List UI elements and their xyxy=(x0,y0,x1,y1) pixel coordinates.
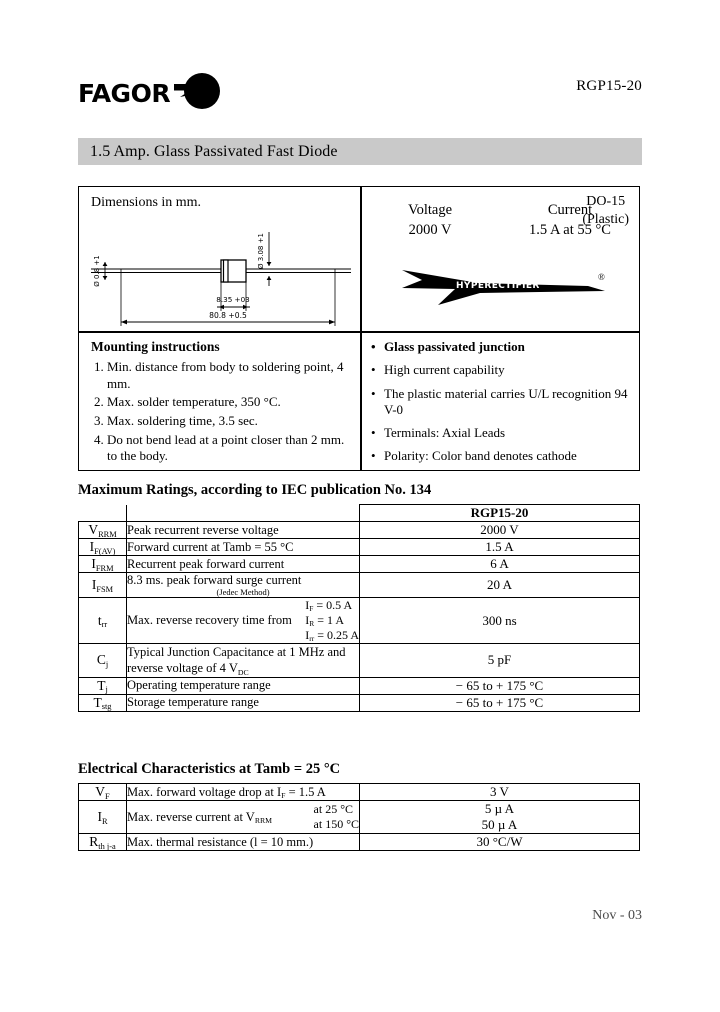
max-ratings-table xyxy=(78,504,640,712)
mounting-item: 1. Min. distance from body to soldering point, 4 mm. xyxy=(107,359,353,392)
symbol-subscript: FRM xyxy=(95,563,114,573)
table-row xyxy=(79,556,640,573)
table-row xyxy=(79,573,640,598)
description-subscript: RRM xyxy=(254,815,273,825)
description-subscript: DC xyxy=(237,667,249,677)
current-label: Current xyxy=(547,202,593,218)
row-value: 20 A xyxy=(360,573,640,598)
row-value: 30 °C/W xyxy=(360,834,640,851)
box-horizontal-divider-right xyxy=(360,331,640,333)
mounting-item: 2. Max. solder temperature, 350 °C. xyxy=(107,394,353,411)
fagor-wordmark: FAGOR xyxy=(78,78,171,108)
value-line: 50 µ A xyxy=(481,817,518,832)
table-row xyxy=(79,784,640,801)
description-post: = 1.5 A xyxy=(285,784,326,799)
row-symbol xyxy=(79,834,127,851)
symbol-subscript: FSM xyxy=(96,584,114,594)
header-spacer-desc xyxy=(127,505,360,522)
package-name: DO-15 xyxy=(586,194,626,209)
row-symbol xyxy=(79,784,127,801)
page-title: 1.5 Amp. Glass Passivated Fast Diode xyxy=(90,142,338,160)
row-value: 1.5 A xyxy=(360,539,640,556)
package-info-box xyxy=(78,186,640,471)
value-line: 5 µ A xyxy=(484,801,515,816)
row-description: Peak recurrent reverse voltage xyxy=(127,522,360,539)
voltage-value: 2000 V xyxy=(408,221,452,238)
symbol-subscript: RRM xyxy=(98,529,117,539)
voltage-label: Voltage xyxy=(407,202,453,218)
electrical-characteristics-table xyxy=(78,783,640,851)
symbol-subscript: rr xyxy=(101,620,108,630)
feature-item: • Glass passivated junction xyxy=(371,339,633,355)
table-row xyxy=(79,834,640,851)
symbol-base: R xyxy=(89,834,99,849)
feature-item: • High current capability xyxy=(371,362,633,378)
feature-item: • Polarity: Color band denotes cathode xyxy=(371,448,633,464)
symbol-subscript: F xyxy=(105,791,110,801)
cond-rest: = 1 A xyxy=(314,613,344,627)
svg-text:Ø 0.8 +1: Ø 0.8 +1 xyxy=(93,255,101,287)
svg-text:Ø 3.08 +1: Ø 3.08 +1 xyxy=(257,233,265,269)
mounting-heading: Mounting instructions xyxy=(91,339,220,354)
row-value: 300 ns xyxy=(360,598,640,644)
symbol-base: C xyxy=(96,652,106,668)
package-material: (Plastic) xyxy=(582,211,629,227)
fagor-logo xyxy=(78,72,220,114)
mounting-item: 4. Do not bend lead at a point closer than 2 mm. to the body. xyxy=(107,432,353,465)
symbol-base: I xyxy=(97,809,102,824)
table-row xyxy=(79,598,640,644)
cond-base: I xyxy=(305,628,310,642)
table-header-row xyxy=(79,505,640,522)
current-summary xyxy=(500,201,640,240)
row-symbol xyxy=(79,556,127,573)
row-value: 2000 V xyxy=(360,522,640,539)
mounting-instructions xyxy=(91,339,353,467)
row-symbol xyxy=(79,539,127,556)
condition-line: at 25 °C xyxy=(313,802,353,816)
fagor-logo-mark xyxy=(174,72,220,114)
row-value: 3 V xyxy=(360,784,640,801)
table-row xyxy=(79,522,640,539)
row-symbol xyxy=(79,598,127,644)
max-ratings-caption: Maximum Ratings, according to IEC publication No. 134 xyxy=(78,482,432,498)
cond-rest: = 0.25 A xyxy=(314,628,359,642)
condition-line xyxy=(305,613,359,628)
description-subscript: F xyxy=(281,790,286,800)
row-description xyxy=(127,801,360,834)
symbol-subscript: F(AV) xyxy=(94,546,116,556)
svg-text:80.8 +0.5: 80.8 +0.5 xyxy=(209,311,247,320)
column-header-part: RGP15-20 xyxy=(360,505,640,522)
test-conditions xyxy=(299,598,359,643)
condition-line: at 150 °C xyxy=(313,817,359,831)
mounting-list xyxy=(91,359,353,465)
table-row xyxy=(79,801,640,834)
row-symbol xyxy=(79,522,127,539)
table-row xyxy=(79,677,640,694)
test-conditions xyxy=(308,802,359,832)
cond-sub: F xyxy=(309,604,314,614)
symbol-subscript: R xyxy=(101,816,108,826)
current-value: 1.5 A at 55 °C xyxy=(529,221,611,238)
row-description: Forward current at Tamb = 55 °C xyxy=(127,539,360,556)
symbol-subscript: stg xyxy=(101,702,112,712)
mounting-item: 3. Max. soldering time, 3.5 sec. xyxy=(107,413,353,430)
row-value: − 65 to + 175 °C xyxy=(360,677,640,694)
symbol-subscript: j xyxy=(105,685,108,695)
cond-sub: R xyxy=(309,619,315,629)
description-text xyxy=(127,810,308,825)
document-title-band xyxy=(78,138,642,165)
part-number: RGP15-20 xyxy=(576,78,642,94)
header-spacer-symbol xyxy=(79,505,127,522)
row-description xyxy=(127,573,360,598)
registered-trademark-icon: ® xyxy=(598,272,605,282)
description-subnote: (Jedec Method) xyxy=(216,587,270,597)
symbol-base: t xyxy=(97,612,102,628)
table-row xyxy=(79,539,640,556)
symbol-subscript: j xyxy=(105,659,109,669)
symbol-subscript: th j-a xyxy=(98,841,116,851)
description-pre: Max. reverse current at V xyxy=(127,809,255,824)
symbol-base: T xyxy=(93,694,102,710)
voltage-summary xyxy=(360,201,500,240)
row-symbol xyxy=(79,677,127,694)
cond-base: I xyxy=(305,598,310,612)
features-list xyxy=(371,339,633,472)
table-row xyxy=(79,644,640,678)
row-value: 6 A xyxy=(360,556,640,573)
cond-sub: rr xyxy=(309,634,315,644)
symbol-base: I xyxy=(91,577,97,592)
package-outline-drawing xyxy=(83,223,358,329)
hyperectifier-wordmark: HYPERECTIFIER xyxy=(456,281,540,291)
row-value: − 65 to + 175 °C xyxy=(360,694,640,711)
table-row xyxy=(79,694,640,711)
description-text: Max. reverse recovery time from xyxy=(127,613,292,628)
row-description: Operating temperature range xyxy=(127,677,360,694)
hyperectifier-logo xyxy=(360,263,640,311)
condition-line xyxy=(305,598,359,613)
row-symbol xyxy=(79,694,127,711)
symbol-base: V xyxy=(95,784,106,799)
row-value xyxy=(360,801,640,834)
condition-line xyxy=(305,628,359,643)
row-symbol xyxy=(79,801,127,834)
box-horizontal-divider-left xyxy=(79,331,360,333)
description-text: 8.3 ms. peak forward surge current xyxy=(127,573,302,587)
row-description xyxy=(127,598,360,644)
electrical-caption: Electrical Characteristics at Tamb = 25 °C xyxy=(78,761,341,777)
description-pre: Max. forward voltage drop at I xyxy=(127,784,282,799)
symbol-base: T xyxy=(97,677,106,693)
cond-rest: = 0.5 A xyxy=(313,598,353,612)
row-description: Max. thermal resistance (l = 10 mm.) xyxy=(127,834,360,851)
dimensions-heading: Dimensions in mm. xyxy=(91,195,202,210)
description-text: Typical Junction Capacitance at 1 MHz and reverse voltage of 4 V xyxy=(127,645,346,676)
symbol-base: I xyxy=(89,539,95,554)
row-description: Storage temperature range xyxy=(127,694,360,711)
row-description xyxy=(127,784,360,801)
footer-date: Nov - 03 xyxy=(592,908,642,923)
feature-item: • Terminals: Axial Leads xyxy=(371,425,633,441)
symbol-base: I xyxy=(91,556,96,571)
row-symbol xyxy=(79,573,127,598)
row-description: Recurrent peak forward current xyxy=(127,556,360,573)
svg-text:8.35 +03: 8.35 +03 xyxy=(216,295,250,304)
row-symbol xyxy=(79,644,127,678)
logo-arrow-icon xyxy=(174,81,212,100)
page-header xyxy=(78,68,642,110)
row-description xyxy=(127,644,360,678)
row-value: 5 pF xyxy=(360,644,640,678)
feature-item: • The plastic material carries U/L recognition 94 V-0 xyxy=(371,386,633,419)
ratings-summary xyxy=(360,201,640,240)
symbol-base: V xyxy=(88,522,99,537)
cond-base: I xyxy=(305,613,310,627)
